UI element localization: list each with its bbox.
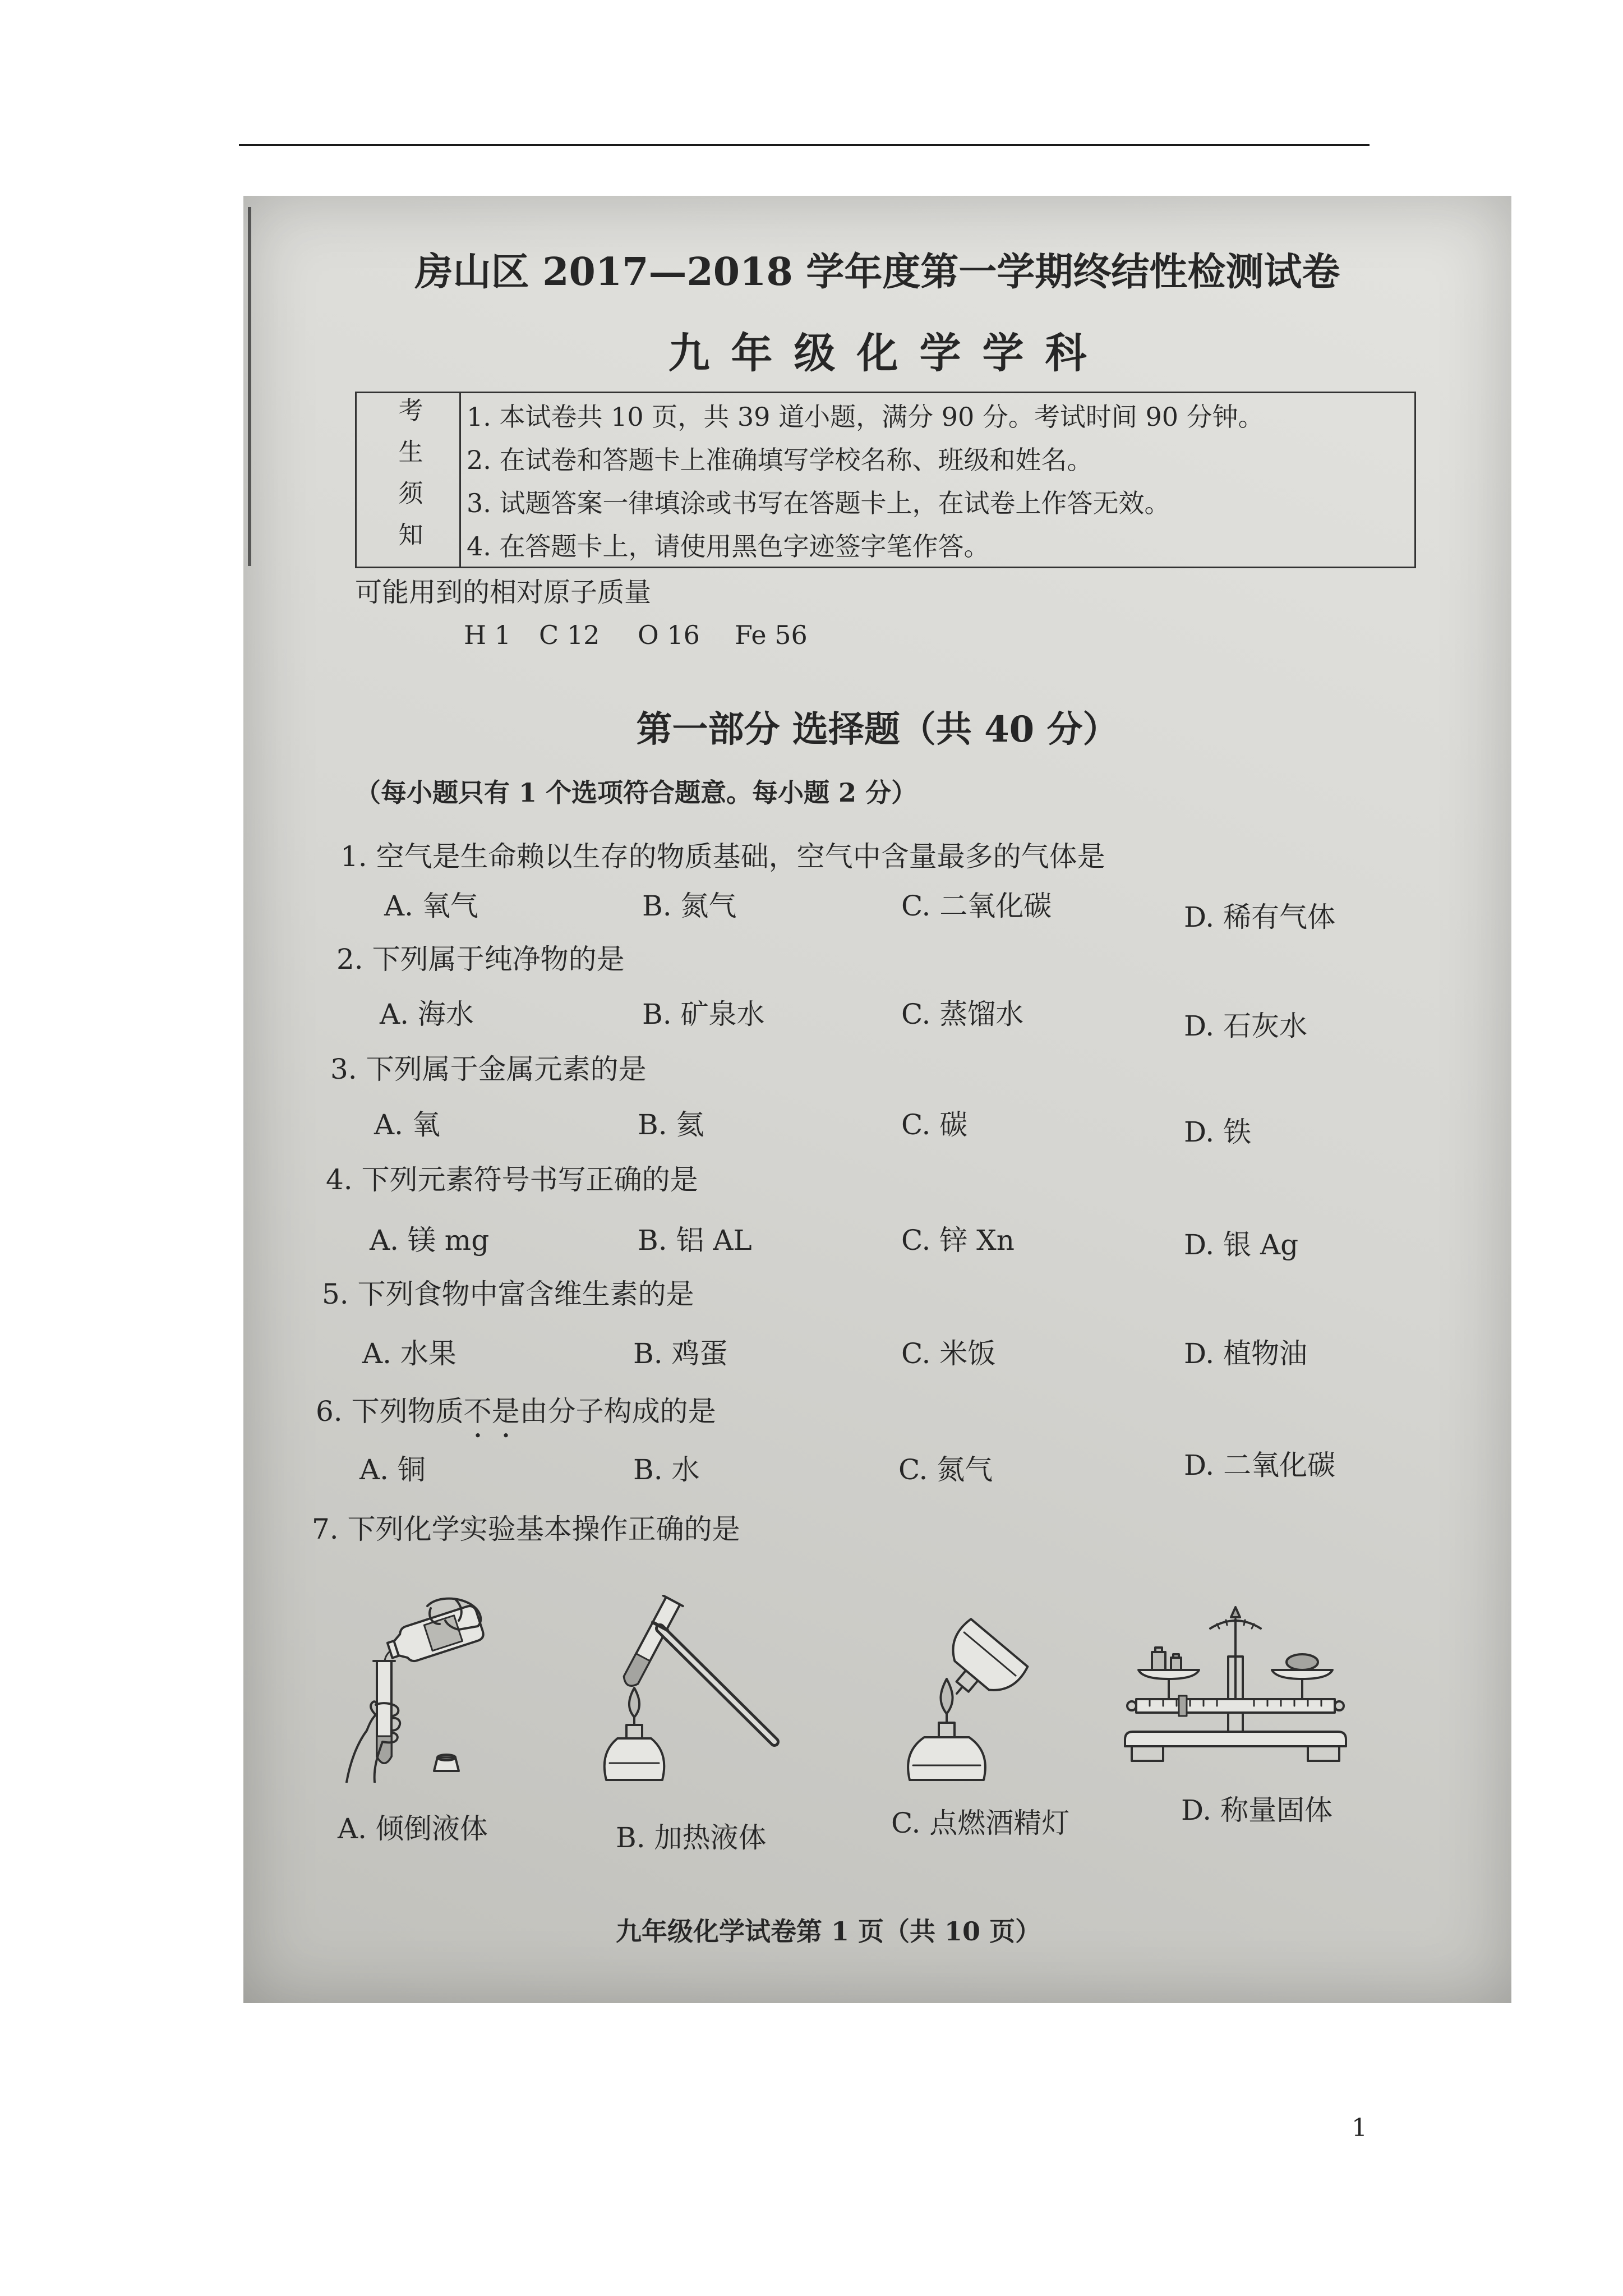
atomic-mass-fe: Fe 56 <box>735 620 808 650</box>
question-1-option-b: B. 氮气 <box>642 890 737 922</box>
question-6-emphasis: 不是 <box>463 1395 520 1428</box>
notice-label: 考生须知 <box>394 397 423 563</box>
atomic-mass-o: O 16 <box>638 620 700 650</box>
exam-page-photo <box>243 196 1511 2003</box>
question-5-option-d: D. 植物油 <box>1184 1337 1308 1370</box>
notice-box <box>355 392 1416 568</box>
question-4-option-c: C. 锌 Xn <box>901 1224 1015 1257</box>
heating-liquid-illustration <box>594 1595 782 1783</box>
lamp-flame <box>629 1688 639 1717</box>
notice-label-cell <box>357 393 461 567</box>
header-rule <box>239 144 1370 146</box>
question-2-option-b: B. 矿泉水 <box>642 998 765 1030</box>
lamp-flame <box>940 1679 952 1714</box>
alcohol-lamp <box>908 1714 985 1780</box>
question-6-stem-prefix: 6. 下列物质 <box>316 1395 464 1428</box>
question-7-stem: 7. 下列化学实验基本操作正确的是 <box>312 1513 740 1545</box>
pouring-liquid-illustration <box>343 1595 507 1783</box>
solid-sample <box>1287 1654 1318 1670</box>
alcohol-lamp <box>605 1717 665 1780</box>
question-6-option-a: A. 铜 <box>359 1453 426 1486</box>
question-5-option-b: B. 鸡蛋 <box>633 1337 728 1370</box>
page-number: 1 <box>1352 2114 1367 2142</box>
question-5-option-a: A. 水果 <box>362 1337 457 1370</box>
notice-item: 2. 在试卷和答题卡上准确填写学校名称、班级和姓名。 <box>467 444 1093 475</box>
question-7-option-b: B. 加热液体 <box>616 1821 767 1854</box>
lighting-alcohol-lamp-illustration <box>898 1595 1043 1783</box>
balance-base <box>1125 1732 1346 1761</box>
question-4-option-b: B. 铝 AL <box>638 1224 752 1257</box>
atomic-mass-c: C 12 <box>539 620 600 650</box>
question-1-option-a: A. 氧气 <box>384 890 478 922</box>
right-pan <box>1272 1670 1332 1699</box>
atomic-mass-heading: 可能用到的相对原子质量 <box>355 577 652 608</box>
question-3-option-c: C. 碳 <box>901 1108 968 1141</box>
balance-beam <box>1127 1696 1344 1716</box>
question-3-option-d: D. 铁 <box>1184 1116 1252 1148</box>
test-tube <box>374 1661 395 1763</box>
atomic-mass-h: H 1 <box>464 620 511 650</box>
question-1-option-c: C. 二氧化碳 <box>901 890 1052 922</box>
bottle-stopper <box>434 1755 459 1771</box>
question-6-stem <box>316 1389 716 1444</box>
notice-item: 4. 在答题卡上，请使用黑色字迹签字笔作答。 <box>467 531 990 562</box>
liquid-stream <box>385 1651 390 1661</box>
test-tube-holder <box>653 1622 774 1742</box>
question-4-stem: 4. 下列元素符号书写正确的是 <box>326 1163 698 1196</box>
question-3-stem: 3. 下列属于金属元素的是 <box>330 1053 647 1085</box>
reagent-bottle <box>384 1604 485 1668</box>
question-4-option-a: A. 镁 mg <box>370 1224 490 1257</box>
question-2-stem: 2. 下列属于纯净物的是 <box>336 943 625 976</box>
weighing-solid-illustration <box>1116 1595 1355 1783</box>
question-3-option-a: A. 氧 <box>374 1108 440 1141</box>
question-2-option-c: C. 蒸馏水 <box>901 998 1024 1030</box>
question-1-option-d: D. 稀有气体 <box>1184 901 1336 933</box>
question-3-option-b: B. 氦 <box>638 1108 704 1141</box>
left-pan <box>1138 1670 1199 1699</box>
question-5-option-c: C. 米饭 <box>901 1337 996 1370</box>
exam-page-footer: 九年级化学试卷第 1 页（共 10 页） <box>616 1916 1041 1947</box>
question-6-option-d: D. 二氧化碳 <box>1184 1449 1336 1481</box>
question-6-option-b: B. 水 <box>633 1453 700 1486</box>
exam-subtitle: 九年级化学学科 <box>668 329 1108 378</box>
question-7-option-c: C. 点燃酒精灯 <box>891 1807 1070 1839</box>
exam-title: 房山区 2017—2018 学年度第一学期终结性检测试卷 <box>414 250 1340 295</box>
weights <box>1152 1648 1181 1670</box>
question-6-option-c: C. 氮气 <box>898 1453 993 1486</box>
question-1-stem: 1. 空气是生命赖以生存的物质基础，空气中含量最多的气体是 <box>340 840 1105 873</box>
notice-item: 1. 本试卷共 10 页，共 39 道小题，满分 90 分。考试时间 90 分钟。 <box>467 401 1264 432</box>
question-4-option-d: D. 银 Ag <box>1184 1228 1299 1261</box>
question-5-stem: 5. 下列食物中富含维生素的是 <box>322 1278 694 1310</box>
question-7-option-a: A. 倾倒液体 <box>338 1812 488 1845</box>
section-instruction: （每小题只有 1 个选项符合题意。每小题 2 分） <box>355 777 917 808</box>
notice-item: 3. 试题答案一律填涂或书写在答题卡上，在试卷上作答无效。 <box>467 488 1170 519</box>
question-7-option-d: D. 称量固体 <box>1181 1794 1333 1826</box>
section-title: 第一部分 选择题（共 40 分） <box>636 708 1119 751</box>
notice-items <box>461 393 1414 567</box>
question-6-stem-suffix: 由分子构成的是 <box>519 1395 716 1428</box>
question-2-option-a: A. 海水 <box>380 998 474 1030</box>
question-2-option-d: D. 石灰水 <box>1184 1010 1308 1042</box>
